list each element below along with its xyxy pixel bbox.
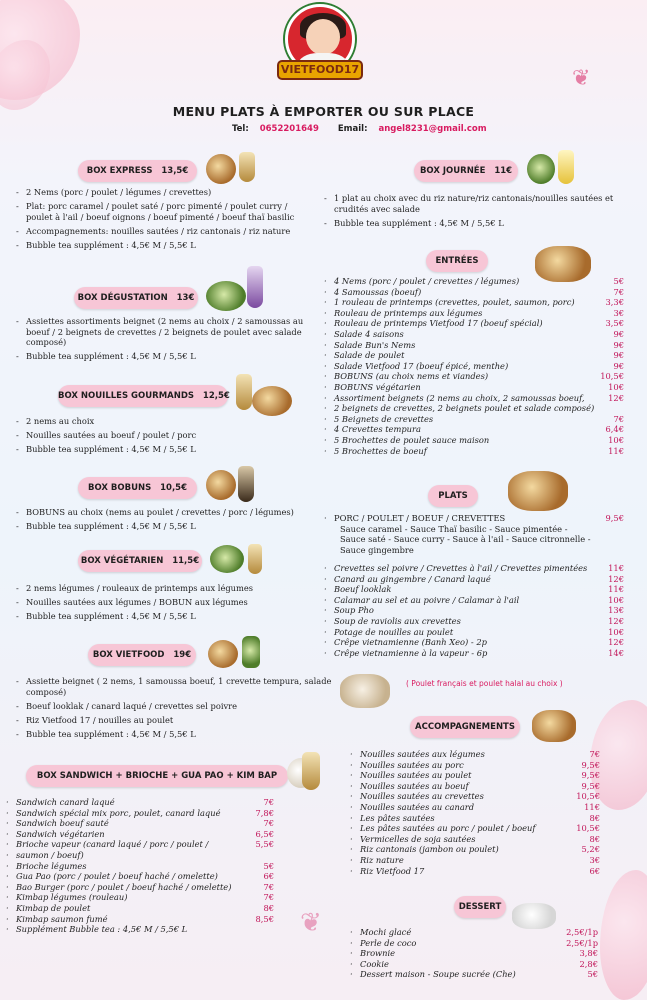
item-price: 10,5€ bbox=[576, 791, 600, 802]
item-price: 5€ bbox=[263, 860, 274, 871]
item-price: 3,3€ bbox=[605, 297, 624, 308]
item-price: 13€ bbox=[608, 605, 624, 616]
item-price: 8,5€ bbox=[255, 913, 274, 924]
list-item: · Mochi glacé bbox=[348, 927, 548, 938]
item-price: 3,8€ bbox=[579, 948, 598, 959]
list-item: · Perle de coco bbox=[348, 938, 548, 949]
item-price: 3€ bbox=[589, 854, 600, 865]
item-price: 10€ bbox=[608, 626, 624, 637]
food-photo bbox=[532, 710, 576, 742]
accompagnements-header: ACCOMPAGNEMENTS bbox=[410, 716, 520, 738]
email-label: Email: bbox=[337, 124, 368, 134]
item-price: 14€ bbox=[608, 647, 624, 658]
list-item: - Nouilles sautées aux légumes / BOBUN aux légumes bbox=[14, 597, 314, 608]
drink-photo bbox=[558, 150, 574, 184]
list-item: - BOBUNS au choix (nems au poulet / crevettes / porc / légumes) bbox=[14, 507, 324, 518]
food-photo bbox=[512, 903, 556, 929]
drink-photo bbox=[238, 466, 254, 502]
lotus-decoration bbox=[600, 870, 647, 1000]
drink-photo bbox=[247, 266, 263, 308]
list-item: · Crêpe vietnamienne à la vapeur - 6p bbox=[322, 648, 612, 659]
box-vegetarien-list bbox=[14, 583, 314, 625]
list-item: · Dessert maison - Soupe sucrée (Che) bbox=[348, 969, 548, 980]
page-title: MENU PLATS À EMPORTER OU SUR PLACE bbox=[172, 104, 475, 119]
list-item: · Nouilles sautées au crevettes bbox=[348, 791, 588, 802]
list-item: · 1 rouleau de printemps (crevettes, poulet, saumon, porc) bbox=[322, 297, 612, 308]
list-item: · Kimbap de poulet bbox=[4, 903, 244, 914]
drink-photo bbox=[239, 152, 255, 182]
list-item: · Brownie bbox=[348, 948, 548, 959]
list-item: · Soup de raviolis aux crevettes bbox=[322, 616, 612, 627]
list-item: · Les pâtes sautées bbox=[348, 813, 588, 824]
food-photo bbox=[508, 471, 568, 511]
item-price: 6€ bbox=[263, 871, 274, 882]
food-photo bbox=[340, 674, 390, 708]
list-item: · Sandwich boeuf sauté bbox=[4, 818, 244, 829]
list-item: · Rouleau de printemps Vietfood 17 (boeuf spécial) bbox=[322, 318, 612, 329]
list-item: · Sandwich canard laqué bbox=[4, 797, 244, 808]
phone-number: 0652201649 bbox=[259, 124, 319, 134]
box-journee-header: BOX JOURNÉE 11€ bbox=[414, 160, 518, 182]
list-item: · Crevettes sel poivre / Crevettes à l'ail / Crevettes pimentées bbox=[322, 563, 612, 574]
drink-photo bbox=[236, 374, 252, 410]
list-item: · Sandwich végétarien bbox=[4, 829, 244, 840]
list-item: · Brioche légumes bbox=[4, 861, 244, 872]
item-price: 10€ bbox=[608, 594, 624, 605]
list-item: · Nouilles sautées au porc bbox=[348, 760, 588, 771]
item-price: 11€ bbox=[608, 563, 624, 573]
item-price: 12€ bbox=[608, 573, 624, 584]
list-item: · Salade Vietfood 17 (boeuf épicé, menthe) bbox=[322, 361, 612, 372]
item-price: 7€ bbox=[263, 818, 274, 829]
item-price: 11€ bbox=[584, 801, 600, 812]
list-item: - Accompagnements: nouilles sautées / riz cantonais / riz nature bbox=[14, 226, 314, 237]
list-item: - 1 plat au choix avec du riz nature/riz cantonais/nouilles sautées et crudités avec salade bbox=[322, 193, 622, 214]
box-express-header: BOX EXPRESS 13,5€ bbox=[78, 160, 197, 182]
email-address: angel8231@gmail.com bbox=[378, 124, 487, 134]
list-item: · 4 Crevettes tempura bbox=[322, 424, 612, 435]
list-item: · Supplément Bubble tea : 4,5€ M / 5,5€ L bbox=[4, 924, 244, 935]
plats-list bbox=[322, 563, 612, 658]
list-item: · Kimbap légumes (rouleau) bbox=[4, 892, 244, 903]
item-price: 6,4€ bbox=[605, 424, 624, 435]
item-price: 7€ bbox=[263, 881, 274, 892]
lotus-decoration bbox=[0, 40, 50, 110]
list-item: · Rouleau de printemps aux légumes bbox=[322, 308, 612, 319]
box-vietfood-header: BOX VIETFOOD 19€ bbox=[88, 644, 196, 666]
item-price: 6€ bbox=[589, 865, 600, 876]
list-item: - Assiettes assortiments beignet (2 nems au choix / 2 samoussas au boeuf / 2 beignets de crevettes / 2 beignets de poulet avec salade composé) bbox=[14, 316, 314, 348]
box-sandwich-prices bbox=[240, 797, 274, 935]
dessert-prices bbox=[548, 927, 598, 980]
item-price: 7€ bbox=[263, 892, 274, 903]
list-item: - 2 nems au choix bbox=[14, 416, 314, 427]
box-vietfood-list bbox=[14, 676, 334, 743]
item-price: 8€ bbox=[589, 833, 600, 844]
list-item: - Boeuf looklak / canard laqué / crevettes sel poivre bbox=[14, 701, 334, 712]
drink-photo bbox=[248, 544, 262, 574]
list-item: · Potage de nouilles au poulet bbox=[322, 627, 612, 638]
item-price: 3€ bbox=[613, 307, 624, 318]
item-price: 3,5€ bbox=[605, 318, 624, 329]
plats-intro bbox=[322, 513, 612, 555]
box-journee-list bbox=[322, 193, 622, 232]
drink-photo bbox=[302, 752, 320, 790]
item-price: 12€ bbox=[608, 392, 624, 403]
accompagnements-prices bbox=[560, 749, 600, 876]
item-price: 10€ bbox=[608, 434, 624, 445]
tel-label: Tel: bbox=[232, 124, 249, 134]
item-price bbox=[240, 850, 274, 861]
box-degustation-header: BOX DÉGUSTATION 13€ bbox=[74, 287, 198, 309]
list-item: · Les pâtes sautées au porc / poulet / boeuf bbox=[348, 823, 588, 834]
list-item: - Nouilles sautées au boeuf / poulet / porc bbox=[14, 430, 314, 441]
list-item: · Salade de poulet bbox=[322, 350, 612, 361]
food-photo bbox=[252, 386, 292, 416]
list-item: · Calamar au sel et au poivre / Calamar à l'ail bbox=[322, 595, 612, 606]
box-vegetarien-header: BOX VÉGÉTARIEN 11,5€ bbox=[78, 550, 202, 572]
sauce-line: Sauce caramel - Sauce Thaï basilic - Sauce pimentée - bbox=[340, 523, 568, 534]
list-item: - Bubble tea supplément : 4,5€ M / 5,5€ L bbox=[14, 729, 334, 740]
list-item: · Vermicelles de soja sautées bbox=[348, 834, 588, 845]
entrees-header: ENTRÉES bbox=[426, 250, 488, 272]
contact-info bbox=[232, 124, 487, 134]
item-price bbox=[588, 403, 624, 414]
item-price: 2,8€ bbox=[579, 958, 598, 969]
item-price: 8€ bbox=[263, 902, 274, 913]
item-price: 7€ bbox=[613, 413, 624, 424]
list-item: · Brioche vapeur (canard laqué / porc / poulet / bbox=[4, 839, 244, 850]
list-item: · Gua Pao (porc / poulet / boeuf haché / omelette) bbox=[4, 871, 244, 882]
brand-name: VIETFOOD17 bbox=[277, 60, 363, 80]
brand-logo bbox=[277, 4, 363, 104]
item-price: 11€ bbox=[608, 445, 624, 456]
list-item: · Riz Vietfood 17 bbox=[348, 866, 588, 877]
food-photo bbox=[206, 470, 236, 500]
item-price: 5€ bbox=[587, 969, 598, 980]
list-item: · Cookie bbox=[348, 959, 548, 970]
list-item: · 4 Samoussas (boeuf) bbox=[322, 287, 612, 298]
item-price: 8€ bbox=[589, 812, 600, 823]
list-item: - Bubble tea supplément : 4,5€ M / 5,5€ L bbox=[322, 218, 622, 229]
food-photo bbox=[527, 154, 555, 184]
list-item: - Bubble tea supplément : 4,5€ M / 5,5€ L bbox=[14, 240, 314, 251]
accompagnements-list bbox=[348, 749, 588, 876]
item-price: 7€ bbox=[589, 749, 600, 759]
item-price: 7€ bbox=[613, 286, 624, 297]
list-item: · Kimbap saumon fumé bbox=[4, 914, 244, 925]
item-price: 10,5€ bbox=[600, 371, 624, 382]
list-item: · BOBUNS (au choix nems et viandes) bbox=[322, 371, 612, 382]
list-item: · Nouilles sautées au canard bbox=[348, 802, 588, 813]
butterfly-icon: ❦ bbox=[572, 66, 591, 91]
plats-header: PLATS bbox=[428, 485, 478, 507]
list-item: · Salade 4 saisons bbox=[322, 329, 612, 340]
list-item: · saumon / boeuf) bbox=[4, 850, 244, 861]
list-item: · PORC / POULET / BOEUF / CREVETTES bbox=[322, 513, 612, 524]
item-price: 9,5€ bbox=[581, 759, 600, 770]
list-item: · Nouilles sautées au poulet bbox=[348, 770, 588, 781]
food-photo bbox=[210, 545, 244, 573]
list-item: · Nouilles sautées aux légumes bbox=[348, 749, 588, 760]
list-item: - Bubble tea supplément : 4,5€ M / 5,5€ L bbox=[14, 521, 324, 532]
plats-prices bbox=[588, 563, 624, 658]
list-item: · 2 beignets de crevettes, 2 beignets poulet et salade composé) bbox=[322, 403, 612, 414]
item-price: 2,5€/1p bbox=[566, 937, 598, 948]
list-item: · Crêpe vietnamienne (Banh Xeo) - 2p bbox=[322, 637, 612, 648]
box-bobuns-header: BOX BOBUNS 10,5€ bbox=[78, 477, 197, 499]
list-item: - Bubble tea supplément : 4,5€ M / 5,5€ L bbox=[14, 351, 314, 362]
item-price: 5€ bbox=[613, 276, 624, 286]
box-express-list bbox=[14, 187, 314, 254]
list-item: · Bao Burger (porc / poulet / boeuf haché / omelette) bbox=[4, 882, 244, 893]
dessert-header: DESSERT bbox=[454, 896, 506, 918]
list-item: · 4 Nems (porc / poulet / crevettes / légumes) bbox=[322, 276, 612, 287]
item-price: 9€ bbox=[613, 339, 624, 350]
butterfly-icon: ❦ bbox=[300, 908, 322, 938]
item-price: 9€ bbox=[613, 328, 624, 339]
item-price: 9,5€ bbox=[581, 770, 600, 781]
item-price: 6,5€ bbox=[255, 828, 274, 839]
box-sandwich-header: BOX SANDWICH + BRIOCHE + GUA PAO + KIM BAP bbox=[26, 765, 288, 787]
item-price: 12€ bbox=[608, 615, 624, 626]
list-item: · BOBUNS végétarien bbox=[322, 382, 612, 393]
box-sandwich-list bbox=[4, 797, 244, 935]
list-item: - 2 Nems (porc / poulet / légumes / crevettes) bbox=[14, 187, 314, 198]
box-nouilles-list bbox=[14, 416, 314, 458]
list-item: · Soup Pho bbox=[322, 605, 612, 616]
list-item: - Assiette beignet ( 2 nems, 1 samoussa boeuf, 1 crevette tempura, salade composé) bbox=[14, 676, 334, 697]
item-price: 12€ bbox=[608, 637, 624, 648]
entrees-prices bbox=[588, 276, 624, 456]
sauce-line: Sauce saté - Sauce curry - Sauce à l'ail - Sauce citronnelle - bbox=[340, 534, 591, 545]
list-item: · Assortiment beignets (2 nems au choix, 2 samoussas boeuf, bbox=[322, 393, 612, 404]
list-item: · Riz cantonais (jambon ou poulet) bbox=[348, 844, 588, 855]
food-photo bbox=[206, 281, 246, 311]
food-photo bbox=[208, 640, 238, 668]
list-item: · Salade Bun's Nems bbox=[322, 340, 612, 351]
box-degustation-list bbox=[14, 316, 314, 365]
box-bobuns-list bbox=[14, 507, 324, 535]
list-item: · 5 Brochettes de poulet sauce maison bbox=[322, 435, 612, 446]
dessert-list bbox=[348, 927, 548, 980]
list-item: · Canard au gingembre / Canard laqué bbox=[322, 574, 612, 585]
list-item: · 5 Beignets de crevettes bbox=[322, 414, 612, 425]
list-item: - Riz Vietfood 17 / nouilles au poulet bbox=[14, 715, 334, 726]
item-price: 10€ bbox=[608, 381, 624, 392]
item-price: 5,2€ bbox=[581, 844, 600, 855]
item-price: 9€ bbox=[613, 360, 624, 371]
plats-intro-price: 9,5€ bbox=[605, 513, 624, 523]
sauce-line: Sauce gingembre bbox=[340, 544, 414, 555]
list-item: - Plat: porc caramel / poulet saté / porc pimenté / poulet curry / poulet à l'ail / boeuf oignons / boeuf pimenté / boeuf thaï basilic bbox=[14, 201, 314, 222]
list-item: - Bubble tea supplément : 4,5€ M / 5,5€ L bbox=[14, 444, 314, 455]
list-item: · Boeuf looklak bbox=[322, 584, 612, 595]
list-item: · Riz nature bbox=[348, 855, 588, 866]
item-price: 10,5€ bbox=[576, 823, 600, 834]
item-price: 5,5€ bbox=[255, 839, 274, 850]
list-item: · 5 Brochettes de boeuf bbox=[322, 446, 612, 457]
item-price: 9,5€ bbox=[581, 780, 600, 791]
item-price: 2,5€/1p bbox=[566, 927, 598, 937]
box-nouilles-header: BOX NOUILLES GOURMANDS 12,5€ bbox=[58, 385, 228, 407]
list-item: · Sandwich spécial mix porc, poulet, canard laqué bbox=[4, 808, 244, 819]
list-item: - 2 nems légumes / rouleaux de printemps aux légumes bbox=[14, 583, 314, 594]
food-photo bbox=[206, 154, 236, 184]
item-price: 9€ bbox=[613, 350, 624, 361]
item-price: 7,8€ bbox=[255, 807, 274, 818]
drink-photo bbox=[242, 636, 260, 668]
item-price: 7€ bbox=[263, 797, 274, 807]
item-price: 11€ bbox=[608, 584, 624, 595]
entrees-list bbox=[322, 276, 612, 456]
list-item: - Bubble tea supplément : 4,5€ M / 5,5€ L bbox=[14, 611, 314, 622]
item-price bbox=[240, 924, 274, 935]
list-item: · Nouilles sautées au boeuf bbox=[348, 781, 588, 792]
halal-note: ( Poulet français et poulet halal au choix ) bbox=[406, 679, 563, 688]
